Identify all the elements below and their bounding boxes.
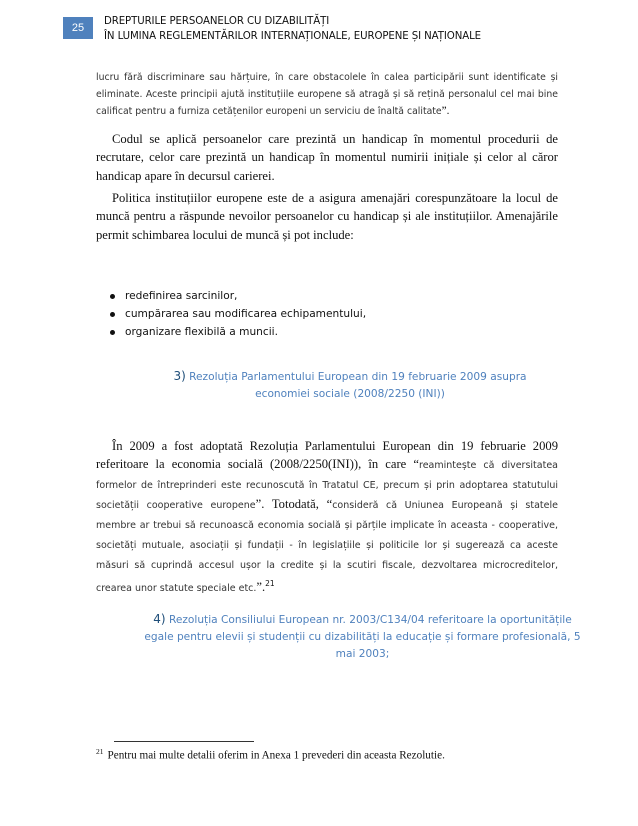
section-heading-3	[150, 368, 550, 403]
paragraph-1-quote: lucru fără discriminare sau hărțuire, în care obstacolele în calea participării sunt identificate și eliminate. Aceste principii ajută instituțiile europene să atragă și să rețină personalul cel mai bine calificat pentru a furniza cetățenilor europeni un serviciu de înaltă calitate	[96, 72, 558, 118]
bullet-list	[110, 287, 366, 341]
paragraph-1	[96, 69, 558, 121]
paragraph-1-end: ”.	[441, 105, 450, 118]
paragraph-4-mid: ”. Totodată, “	[255, 497, 333, 511]
footnote-number: 21	[96, 747, 104, 756]
footnote	[96, 744, 576, 764]
section-heading-4	[140, 611, 585, 663]
header-line-2: ÎN LUMINA REGLEMENTĂRILOR INTERNAȚIONALE, EUROPENE ȘI NAȚIONALE	[104, 31, 482, 42]
bullet-icon	[110, 294, 115, 299]
paragraph-4-quote-2: consideră că Uniunea Europeană și statele membre ar trebui să recunoască economia socială și părțile implicate în aceasta - cooperative, societăți mutuale, asociații și fundații - în legislațiile și politicile lor și sugerează ca aceste măsuri să cuprindă accesul ușor la credite și la scutiri fiscale, dezvoltarea microcreditelor, crearea unor statute speciale etc.	[96, 500, 558, 595]
paragraph-2: Codul se aplică persoanelor care prezintă un handicap în momentul procedurii de recrutare, celor care prezintă un handicap în momentul numirii inițiale și celor al căror handicap apare în decursul carierei.	[96, 132, 558, 183]
section-heading-4-text: Rezoluția Consiliului European nr. 2003/C134/04 referitoare la oportunitățile egale pentru elevii și studenții cu dizabilități la educație și formare profesională, 5 mai 2003;	[144, 614, 581, 660]
header-line-1: DREPTURILE PERSOANELOR CU DIZABILITĂȚI	[104, 16, 330, 27]
paragraph-4	[96, 437, 558, 598]
paragraph-4-quote-1: reamintește că diversitatea formelor de întreprinderi este recunoscută în Tratatul CE, precum și prin adoptarea statutului societății cooperative europene	[96, 460, 558, 511]
paragraph-3: Politica instituțiilor europene este de a asigura amenajări corespunzătoare la locul de muncă pentru a răspunde nevoilor persoanelor cu handicap și ale instituțiilor. Amenajările permit schimbarea locului de muncă și pot include:	[96, 191, 558, 242]
footnote-reference[interactable]: 21	[265, 579, 275, 588]
section-heading-3-text: Rezoluția Parlamentului European din 19 februarie 2009 asupra economiei sociale (2008/2250 (INI))	[185, 371, 527, 400]
list-item	[110, 323, 366, 341]
section-heading-4-number: 4)	[153, 612, 166, 626]
bullet-icon	[110, 312, 115, 317]
bullet-icon	[110, 330, 115, 335]
running-header	[104, 14, 584, 44]
section-heading-3-number: 3)	[173, 369, 186, 383]
list-item	[110, 305, 366, 323]
list-item-text: redefinirea sarcinilor,	[125, 290, 238, 302]
page-number-badge: 25	[63, 17, 93, 39]
footnote-divider	[114, 741, 254, 742]
list-item	[110, 287, 366, 305]
paragraph-4-end: ”.	[256, 580, 266, 595]
footnote-text: Pentru mai multe detalii oferim in Anexa 1 prevederi din aceasta Rezolutie.	[107, 749, 445, 762]
list-item-text: cumpărarea sau modificarea echipamentului,	[125, 308, 367, 320]
list-item-text: organizare flexibilă a muncii.	[125, 326, 278, 338]
paragraph-4-intro: În 2009 a fost adoptată Rezoluția Parlamentului European din 19 februarie 2009 referitoare la economia socială (2008/2250(INI)), în care “	[96, 439, 558, 471]
